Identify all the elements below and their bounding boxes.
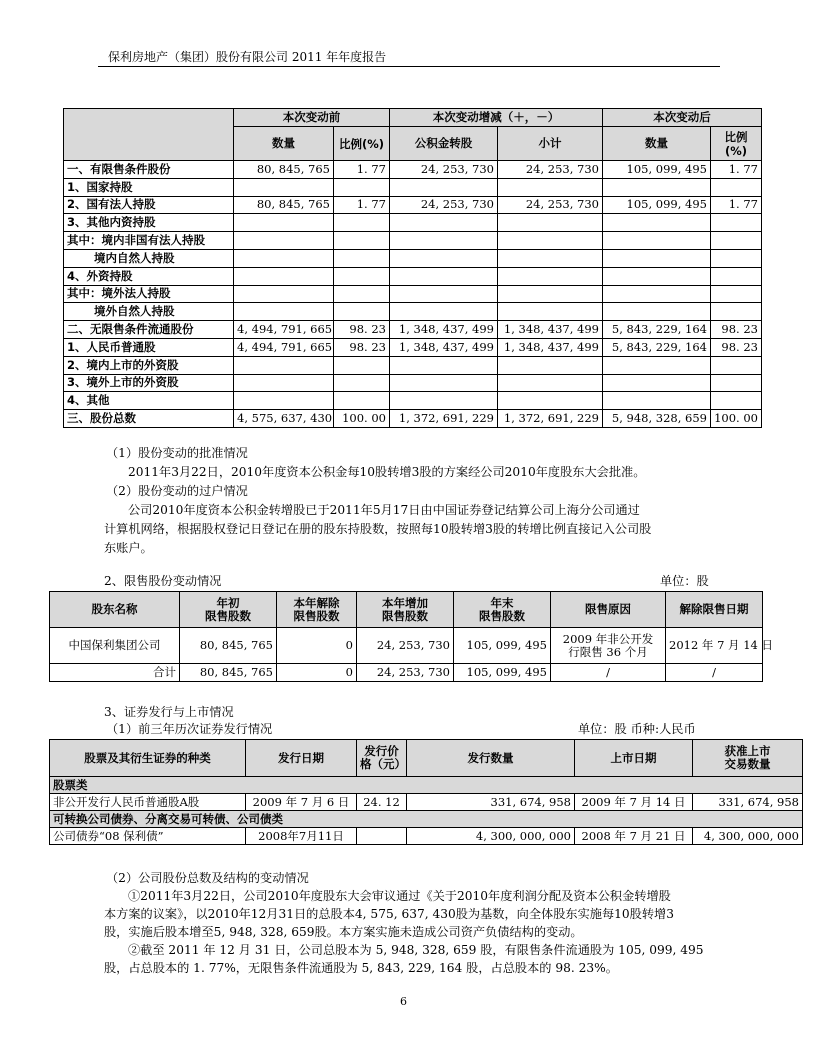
t3-row1-quantity: 331, 674, 958 <box>407 794 575 811</box>
row-cell <box>498 374 603 392</box>
row-cell <box>334 249 390 267</box>
row-cell <box>498 356 603 374</box>
row-cell <box>711 392 762 410</box>
t2-header-end-l2: 限售股数 <box>479 608 525 623</box>
t2-row1-released: 0 <box>277 628 357 664</box>
t3-row1-type: 非公开发行人民币普通股A股 <box>50 794 246 811</box>
row-cell: 105, 099, 495 <box>603 161 711 179</box>
row-label: 其中：境内非国有法人持股 <box>64 232 234 250</box>
row-cell: 1. 77 <box>334 161 390 179</box>
row-label: 4、其他 <box>64 392 234 410</box>
t3-row1-issue-date: 2009 年 7 月 6 日 <box>246 794 357 811</box>
row-cell <box>711 374 762 392</box>
row-cell <box>234 178 334 196</box>
row-cell <box>711 249 762 267</box>
t3-header-issue-date: 发行日期 <box>246 740 357 777</box>
securities-issuance-table <box>49 739 803 845</box>
row-cell <box>603 303 711 321</box>
row-cell: 80, 845, 765 <box>234 196 334 214</box>
restricted-shares-table <box>49 591 773 682</box>
row-cell <box>603 214 711 232</box>
row-cell <box>234 249 334 267</box>
row-cell: 1. 77 <box>334 196 390 214</box>
row-label: 三、股份总数 <box>64 410 234 428</box>
report-header-title: 保利房地产（集团）股份有限公司 2011 年年度报告 <box>108 50 387 64</box>
structure-p1-line1: ①2011年3月22日，公司2010年度股东大会审议通过《关于2010年度利润分配及资本公积金转增股 <box>128 889 671 903</box>
t3-row2-quantity: 4, 300, 000, 000 <box>407 828 575 845</box>
table-row <box>64 321 762 339</box>
row-cell <box>498 249 603 267</box>
t3-header-listing-date: 上市日期 <box>575 740 693 777</box>
t2-header-released-l1: 本年解除 <box>293 595 340 610</box>
share-change-table <box>63 108 762 428</box>
row-cell: 1, 348, 437, 499 <box>390 321 498 339</box>
t2-header-begin <box>180 592 277 628</box>
row-label: 4、外资持股 <box>64 267 234 285</box>
transfer-text-line2: 计算机网络，根据股权登记日登记在册的股东持股数，按照每10股转增3股的转增比例直接记入公司股 <box>104 522 652 536</box>
header-divider <box>98 66 720 67</box>
t2-total-released: 0 <box>277 664 357 682</box>
t3-header-approved-l2: 交易数量 <box>724 757 771 771</box>
t3-category-stocks: 股票类 <box>50 777 803 794</box>
row-cell <box>603 356 711 374</box>
issuance-unit: 单位：股 币种:人民币 <box>578 722 696 736</box>
t2-header-added-l1: 本年增加 <box>382 595 428 610</box>
row-cell: 98. 23 <box>334 321 390 339</box>
row-cell: 1. 77 <box>711 161 762 179</box>
t2-header-end <box>454 592 551 628</box>
row-label: 1、国家持股 <box>64 178 234 196</box>
row-cell <box>334 303 390 321</box>
t2-total-release-date: / <box>666 664 763 682</box>
row-cell: 4, 575, 637, 430 <box>234 410 334 428</box>
table-row <box>64 267 762 285</box>
table-row <box>64 214 762 232</box>
row-cell: 5, 948, 328, 659 <box>603 410 711 428</box>
row-cell: 24, 253, 730 <box>390 161 498 179</box>
row-cell <box>711 232 762 250</box>
restricted-shares-unit: 单位：股 <box>660 574 709 588</box>
page-number: 6 <box>400 995 407 1008</box>
row-label: 3、境外上市的外资股 <box>64 374 234 392</box>
t2-row1-release-date: 2012 年 7 月 14 日 <box>666 628 763 664</box>
sub-header-quantity-before: 数量 <box>234 127 334 161</box>
table-row <box>64 178 762 196</box>
t2-row1-begin: 80, 845, 765 <box>180 628 277 664</box>
row-cell: 1, 348, 437, 499 <box>390 338 498 356</box>
t2-total-label: 合计 <box>50 664 180 682</box>
t2-header-released-l2: 限售股数 <box>293 608 340 623</box>
corner-cell <box>64 109 234 161</box>
row-cell: 105, 099, 495 <box>603 196 711 214</box>
t2-row1-added: 24, 253, 730 <box>357 628 454 664</box>
t2-header-release-date: 解除限售日期 <box>666 592 763 628</box>
row-cell <box>603 178 711 196</box>
row-cell <box>234 374 334 392</box>
row-cell: 1, 348, 437, 499 <box>498 321 603 339</box>
row-label: 其中：境外法人持股 <box>64 285 234 303</box>
row-cell <box>498 232 603 250</box>
row-cell <box>603 374 711 392</box>
transfer-heading: （2）股份变动的过户情况 <box>106 484 248 498</box>
row-cell <box>498 214 603 232</box>
table-row <box>64 410 762 428</box>
row-cell <box>334 232 390 250</box>
row-cell <box>498 392 603 410</box>
row-cell <box>711 356 762 374</box>
table-row <box>64 285 762 303</box>
row-cell: 98. 23 <box>711 338 762 356</box>
structure-p1-line2: 本方案的议案》，以2010年12月31日的总股本4, 575, 637, 430股为基数，向全体股东实施每10股转增3 <box>104 907 674 921</box>
table-row <box>64 374 762 392</box>
row-cell <box>334 356 390 374</box>
t3-header-quantity: 发行数量 <box>407 740 575 777</box>
row-cell <box>603 285 711 303</box>
t3-row1-listing-date: 2009 年 7 月 14 日 <box>575 794 693 811</box>
row-cell: 100. 00 <box>711 410 762 428</box>
table-row <box>64 338 762 356</box>
row-cell <box>334 374 390 392</box>
row-cell <box>711 214 762 232</box>
group-header-change: 本次变动增减（＋，－） <box>390 109 603 127</box>
table-row <box>64 232 762 250</box>
row-cell: 1, 372, 691, 229 <box>498 410 603 428</box>
t3-row2-price <box>357 828 407 845</box>
structure-p2-line2: 股，占总股本的 1. 77%，无限售条件流通股为 5, 843, 229, 164 股，占总股本的 98. 23%。 <box>104 961 618 975</box>
row-cell <box>234 356 334 374</box>
t2-header-added <box>357 592 454 628</box>
sub-header-ratio-after: 比例(%) <box>711 127 762 161</box>
row-cell <box>334 285 390 303</box>
t2-total-added: 24, 253, 730 <box>357 664 454 682</box>
table-row <box>64 161 762 179</box>
issuance-subtitle: （1）前三年历次证券发行情况 <box>106 722 273 736</box>
row-cell <box>234 303 334 321</box>
t3-row2-type: 公司债券“08 保利债” <box>50 828 246 845</box>
row-cell <box>234 267 334 285</box>
row-cell <box>390 214 498 232</box>
table-row <box>64 196 762 214</box>
row-cell: 4, 494, 791, 665 <box>234 338 334 356</box>
row-label: 一、有限售条件股份 <box>64 161 234 179</box>
sub-header-reserve-to-shares: 公积金转股 <box>390 127 498 161</box>
row-cell <box>603 392 711 410</box>
row-cell <box>711 303 762 321</box>
row-cell <box>603 232 711 250</box>
t3-row2-approved: 4, 300, 000, 000 <box>693 828 803 845</box>
row-cell <box>711 285 762 303</box>
sub-header-quantity-after: 数量 <box>603 127 711 161</box>
t2-row1-end: 105, 099, 495 <box>454 628 551 664</box>
issuance-title: 3、证券发行与上市情况 <box>104 705 234 719</box>
t2-header-holder: 股东名称 <box>50 592 180 628</box>
row-cell <box>498 267 603 285</box>
row-cell <box>711 267 762 285</box>
table-row <box>64 356 762 374</box>
row-label: 境外自然人持股 <box>64 303 234 321</box>
row-cell: 24, 253, 730 <box>498 161 603 179</box>
table-row <box>64 249 762 267</box>
structure-p1-line3: 股，实施后股本增至5, 948, 328, 659股。本方案实施未造成公司资产负债结构的变动。 <box>104 925 583 939</box>
row-cell <box>603 249 711 267</box>
transfer-text-line3: 东账户。 <box>104 541 153 555</box>
table-row <box>64 392 762 410</box>
row-cell <box>390 178 498 196</box>
row-label: 2、国有法人持股 <box>64 196 234 214</box>
row-cell <box>234 214 334 232</box>
t2-row1-holder: 中国保利集团公司 <box>50 628 180 664</box>
row-cell <box>390 374 498 392</box>
row-cell: 98. 23 <box>711 321 762 339</box>
t3-header-approved-l1: 获准上市 <box>724 744 771 758</box>
row-label: 3、其他内资持股 <box>64 214 234 232</box>
row-cell <box>498 303 603 321</box>
structure-p2-line1: ②截至 2011 年 12 月 31 日，公司总股本为 5, 948, 328, 659 股，有限售条件流通股为 105, 099, 495 <box>128 943 704 957</box>
row-cell <box>390 249 498 267</box>
row-cell <box>390 267 498 285</box>
t2-header-begin-l2: 限售股数 <box>205 608 251 623</box>
table-row <box>64 303 762 321</box>
row-cell <box>498 285 603 303</box>
t2-row1-reason-l2: 行限售 36 个月 <box>568 644 648 659</box>
t2-header-released <box>277 592 357 628</box>
row-cell <box>390 392 498 410</box>
sub-header-subtotal: 小计 <box>498 127 603 161</box>
t3-header-approved <box>693 740 803 777</box>
row-cell: 100. 00 <box>334 410 390 428</box>
row-cell: 5, 843, 229, 164 <box>603 321 711 339</box>
row-cell <box>334 214 390 232</box>
row-cell <box>334 267 390 285</box>
row-cell: 24, 253, 730 <box>498 196 603 214</box>
t3-header-type: 股票及其衍生证券的种类 <box>50 740 246 777</box>
t2-total-end: 105, 099, 495 <box>454 664 551 682</box>
row-cell: 1, 372, 691, 229 <box>390 410 498 428</box>
row-cell <box>334 392 390 410</box>
row-cell <box>711 178 762 196</box>
row-label: 二、无限售条件流通股份 <box>64 321 234 339</box>
t2-header-reason: 限售原因 <box>551 592 666 628</box>
t2-total-reason: / <box>551 664 666 682</box>
row-cell <box>498 178 603 196</box>
row-cell: 80, 845, 765 <box>234 161 334 179</box>
row-cell <box>390 356 498 374</box>
t3-header-price <box>357 740 407 777</box>
row-cell: 1, 348, 437, 499 <box>498 338 603 356</box>
row-cell: 1. 77 <box>711 196 762 214</box>
row-cell <box>234 285 334 303</box>
t3-header-price-l1: 发行价 <box>364 744 399 758</box>
sub-header-ratio-before: 比例(%) <box>334 127 390 161</box>
group-header-before: 本次变动前 <box>234 109 390 127</box>
t2-header-end-l1: 年末 <box>490 595 514 610</box>
transfer-text-line1: 公司2010年度资本公积金转增股已于2011年5月17日由中国证券登记结算公司上海分公司通过 <box>128 503 640 517</box>
row-cell: 98. 23 <box>334 338 390 356</box>
group-header-after: 本次变动后 <box>603 109 762 127</box>
t3-header-price-l2: 格（元） <box>360 757 406 771</box>
t2-total-begin: 80, 845, 765 <box>180 664 277 682</box>
approval-heading: （1）股份变动的批准情况 <box>106 446 248 460</box>
row-cell <box>390 232 498 250</box>
row-label: 境内自然人持股 <box>64 249 234 267</box>
restricted-shares-title: 2、限售股份变动情况 <box>104 574 222 588</box>
t3-row2-issue-date: 2008年7月11日 <box>246 828 357 845</box>
row-cell <box>390 285 498 303</box>
t2-row1-reason-l1: 2009 年非公开发 <box>562 631 654 646</box>
row-cell <box>234 392 334 410</box>
row-cell <box>603 267 711 285</box>
t3-category-bonds: 可转换公司债券、分离交易可转债、公司债类 <box>50 811 803 828</box>
t2-header-added-l2: 限售股数 <box>382 608 428 623</box>
row-cell: 4, 494, 791, 665 <box>234 321 334 339</box>
t3-row2-listing-date: 2008 年 7 月 21 日 <box>575 828 693 845</box>
approval-text: 2011年3月22日，2010年度资本公积金每10股转增3股的方案经公司2010年度股东大会批准。 <box>128 465 646 479</box>
structure-change-heading: （2）公司股份总数及结构的变动情况 <box>106 871 309 885</box>
row-label: 2、境内上市的外资股 <box>64 356 234 374</box>
row-cell <box>334 178 390 196</box>
row-label: 1、人民币普通股 <box>64 338 234 356</box>
row-cell <box>234 232 334 250</box>
t2-row1-reason <box>551 628 666 664</box>
row-cell: 24, 253, 730 <box>390 196 498 214</box>
t2-header-begin-l1: 年初 <box>216 595 240 610</box>
t3-row1-price: 24. 12 <box>357 794 407 811</box>
t3-row1-approved: 331, 674, 958 <box>693 794 803 811</box>
row-cell: 5, 843, 229, 164 <box>603 338 711 356</box>
row-cell <box>390 303 498 321</box>
